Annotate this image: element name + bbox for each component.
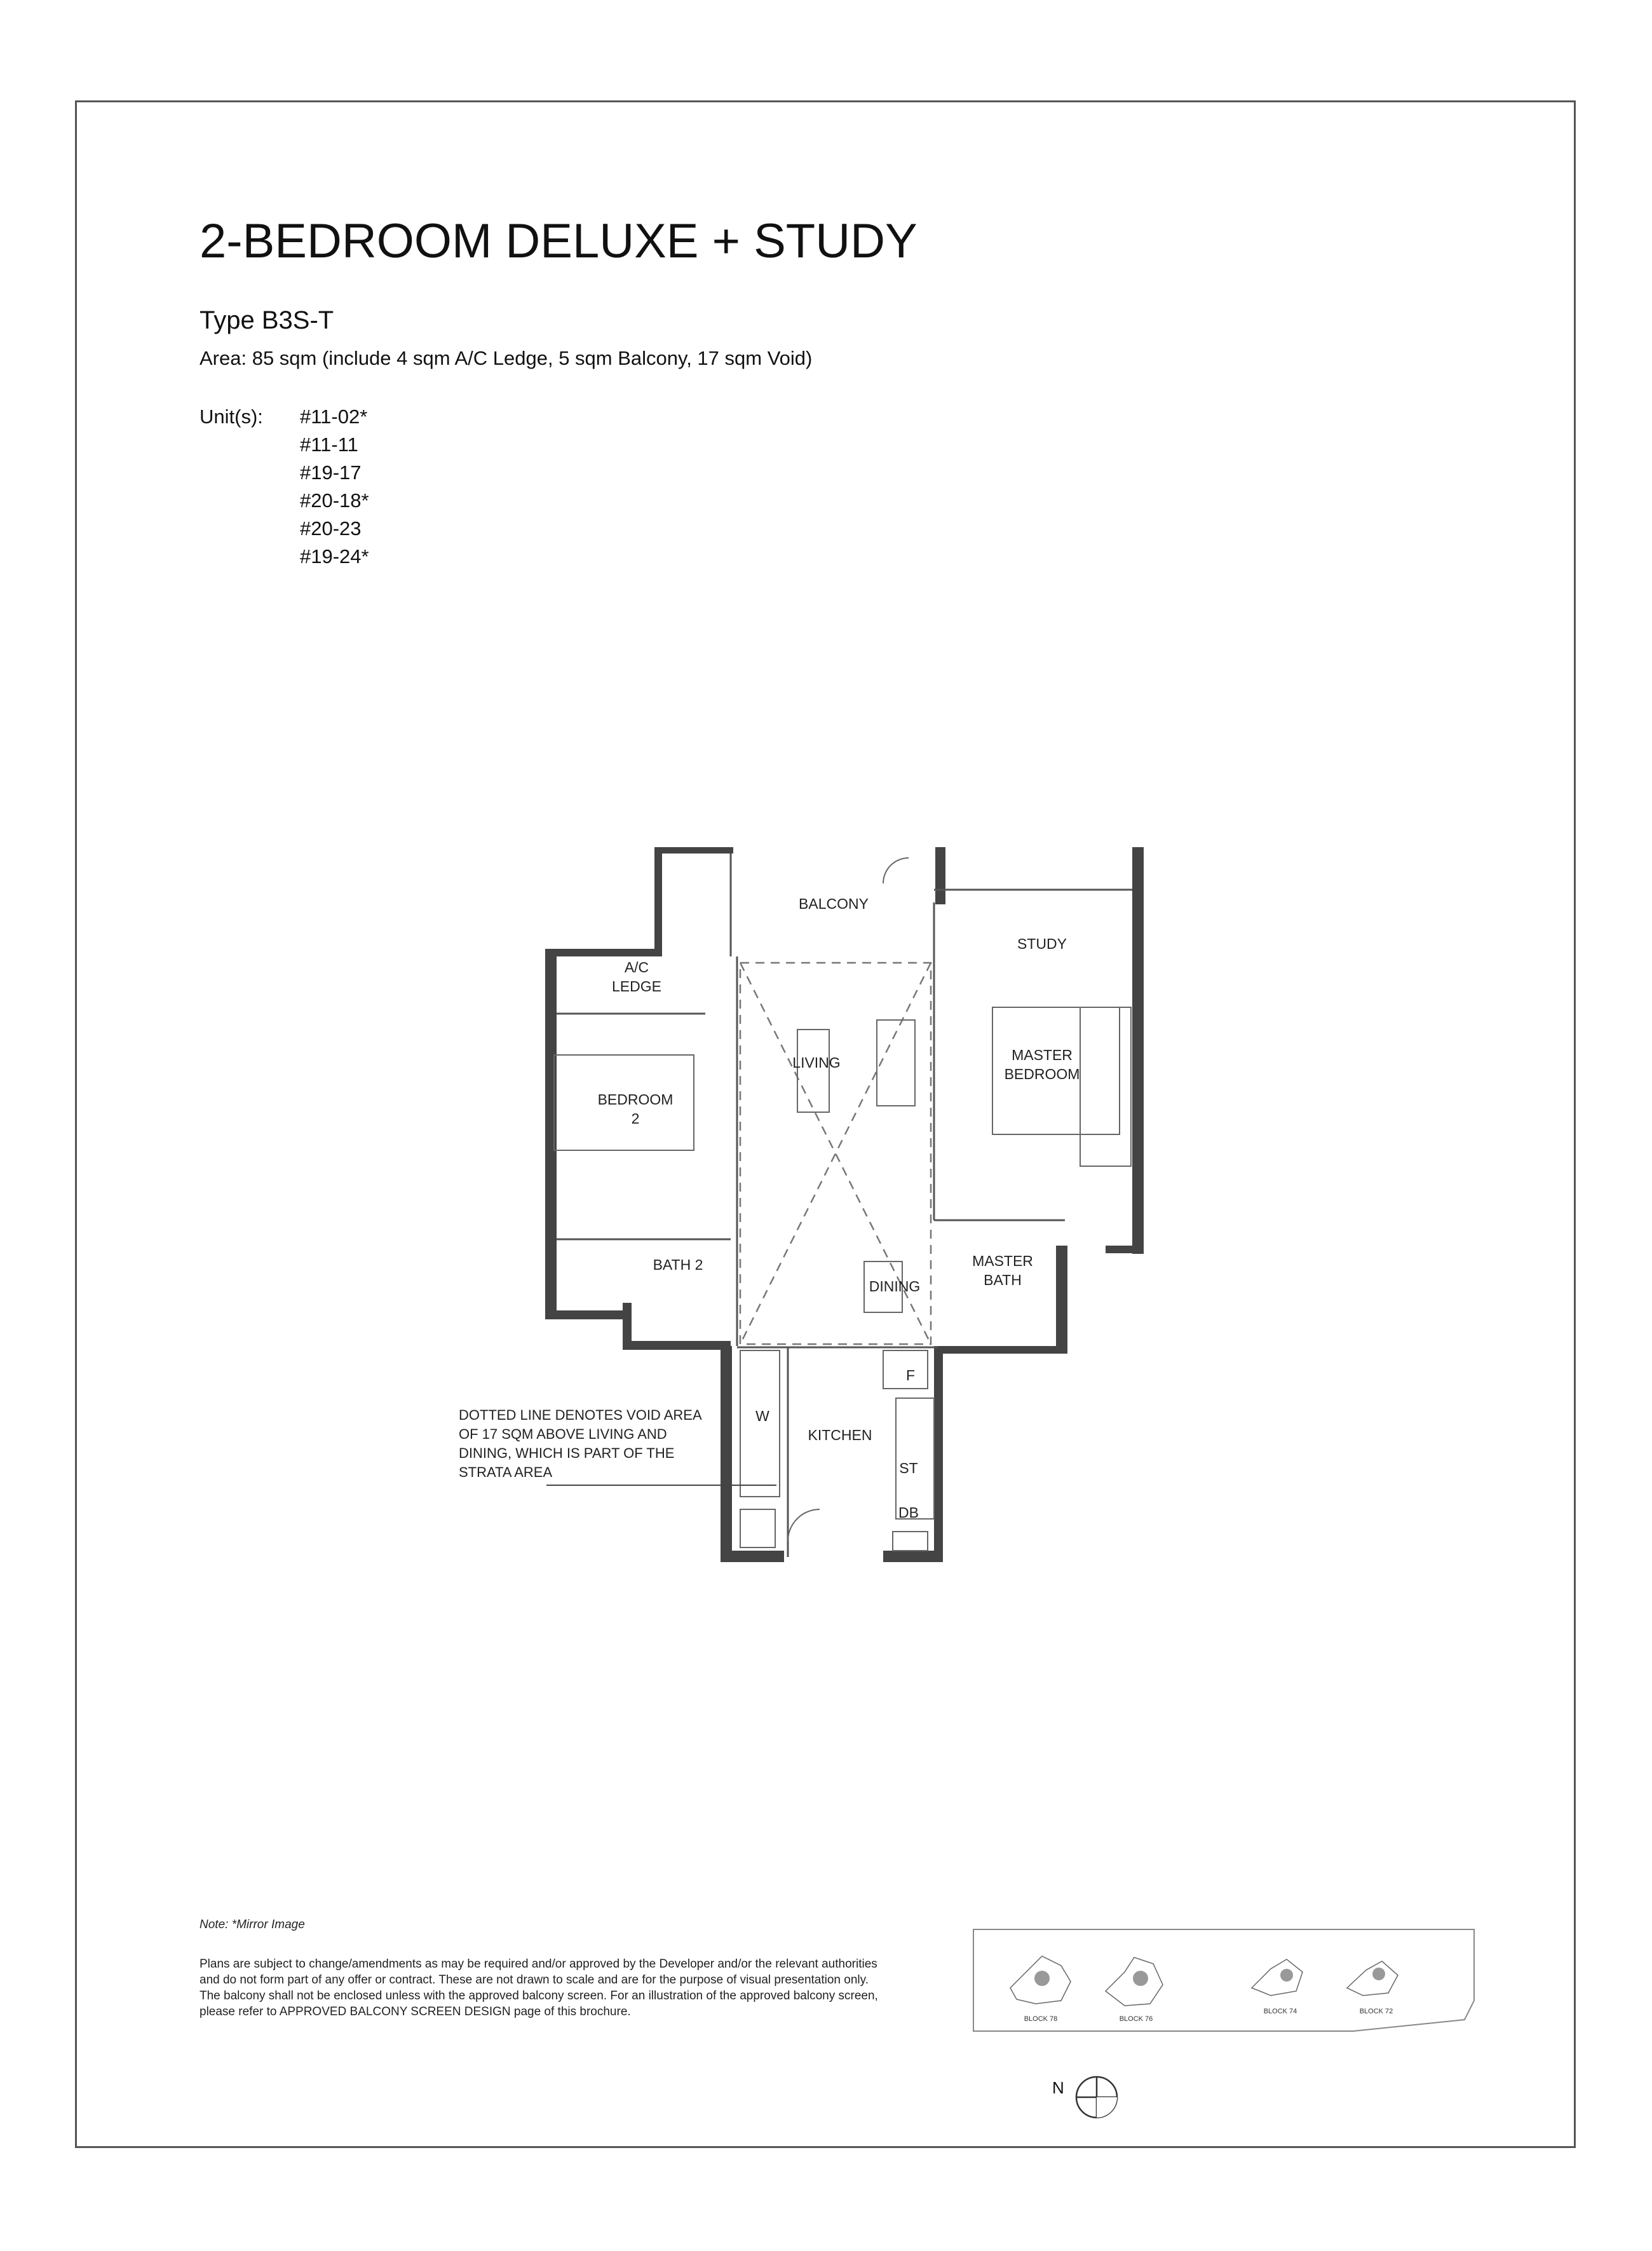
room-label-store: ST: [899, 1460, 918, 1476]
room-label-fridge: F: [905, 1367, 916, 1384]
key-plan-block-label: BLOCK 78: [1024, 2015, 1058, 2023]
units-label: Unit(s):: [200, 405, 263, 428]
room-label-db: DB: [898, 1504, 919, 1521]
room-label-living: LIVING: [792, 1054, 841, 1071]
room-label-ac-ledge: LEDGE: [612, 978, 661, 995]
page-title: 2-BEDROOM DELUXE + STUDY: [200, 214, 917, 268]
key-plan-block-label: BLOCK 74: [1263, 2008, 1297, 2015]
room-label-ac-ledge: A/C: [624, 959, 649, 976]
room-label-bedroom-2: BEDROOM: [597, 1091, 674, 1108]
void-note-line: OF 17 SQM ABOVE LIVING AND: [459, 1426, 667, 1442]
void-note-line: STRATA AREA: [459, 1464, 553, 1480]
disclaimer-line: Plans are subject to change/amendments as may be required and/or approved by the Developer and/or the relevant authorities: [200, 1957, 877, 1971]
unit-type: Type B3S-T: [200, 306, 334, 334]
room-label-master-bedroom: BEDROOM: [1004, 1066, 1080, 1082]
unit-number: #20-18*: [300, 489, 369, 512]
room-label-dining: DINING: [869, 1278, 921, 1295]
north-arrow-icon: [1052, 2073, 1122, 2124]
unit-number: #19-24*: [300, 545, 369, 568]
key-plan-block-label: BLOCK 72: [1359, 2008, 1393, 2015]
room-label-balcony: BALCONY: [799, 895, 869, 912]
room-label-washer: W: [755, 1408, 769, 1424]
room-label-master-bath: MASTER: [972, 1253, 1033, 1269]
north-label: N: [1052, 2078, 1064, 2097]
mirror-image-note: Note: *Mirror Image: [200, 1918, 305, 1931]
disclaimer-line: and do not form part of any offer or contract. These are not drawn to scale and are for the purpose of visual presentation only.: [200, 1973, 869, 1987]
void-area-note: [459, 1406, 702, 1482]
room-label-study: STUDY: [1017, 935, 1067, 952]
room-label-kitchen: KITCHEN: [808, 1427, 872, 1443]
room-label-bedroom-2: 2: [631, 1110, 640, 1127]
unit-number: #11-02*: [300, 405, 368, 428]
room-label-master-bath: BATH: [984, 1272, 1022, 1288]
key-plan-block-label: BLOCK 76: [1119, 2015, 1153, 2023]
unit-number: #19-17: [300, 461, 362, 484]
room-label-master-bedroom: MASTER: [1012, 1047, 1073, 1063]
disclaimer-line: The balcony shall not be enclosed unless with the approved balcony screen. For an illustration of the approved balcony screen,: [200, 1989, 878, 2003]
unit-area: Area: 85 sqm (include 4 sqm A/C Ledge, 5 sqm Balcony, 17 sqm Void): [200, 347, 813, 369]
disclaimer: [200, 1956, 878, 2020]
void-note-line: DINING, WHICH IS PART OF THE: [459, 1445, 675, 1461]
disclaimer-line: please refer to APPROVED BALCONY SCREEN DESIGN page of this brochure.: [200, 2005, 631, 2018]
void-note-line: DOTTED LINE DENOTES VOID AREA: [459, 1407, 702, 1423]
unit-number: #20-23: [300, 517, 362, 540]
room-label-bath-2: BATH 2: [653, 1256, 703, 1273]
key-plan: [972, 1924, 1480, 2032]
unit-number: #11-11: [300, 433, 358, 456]
